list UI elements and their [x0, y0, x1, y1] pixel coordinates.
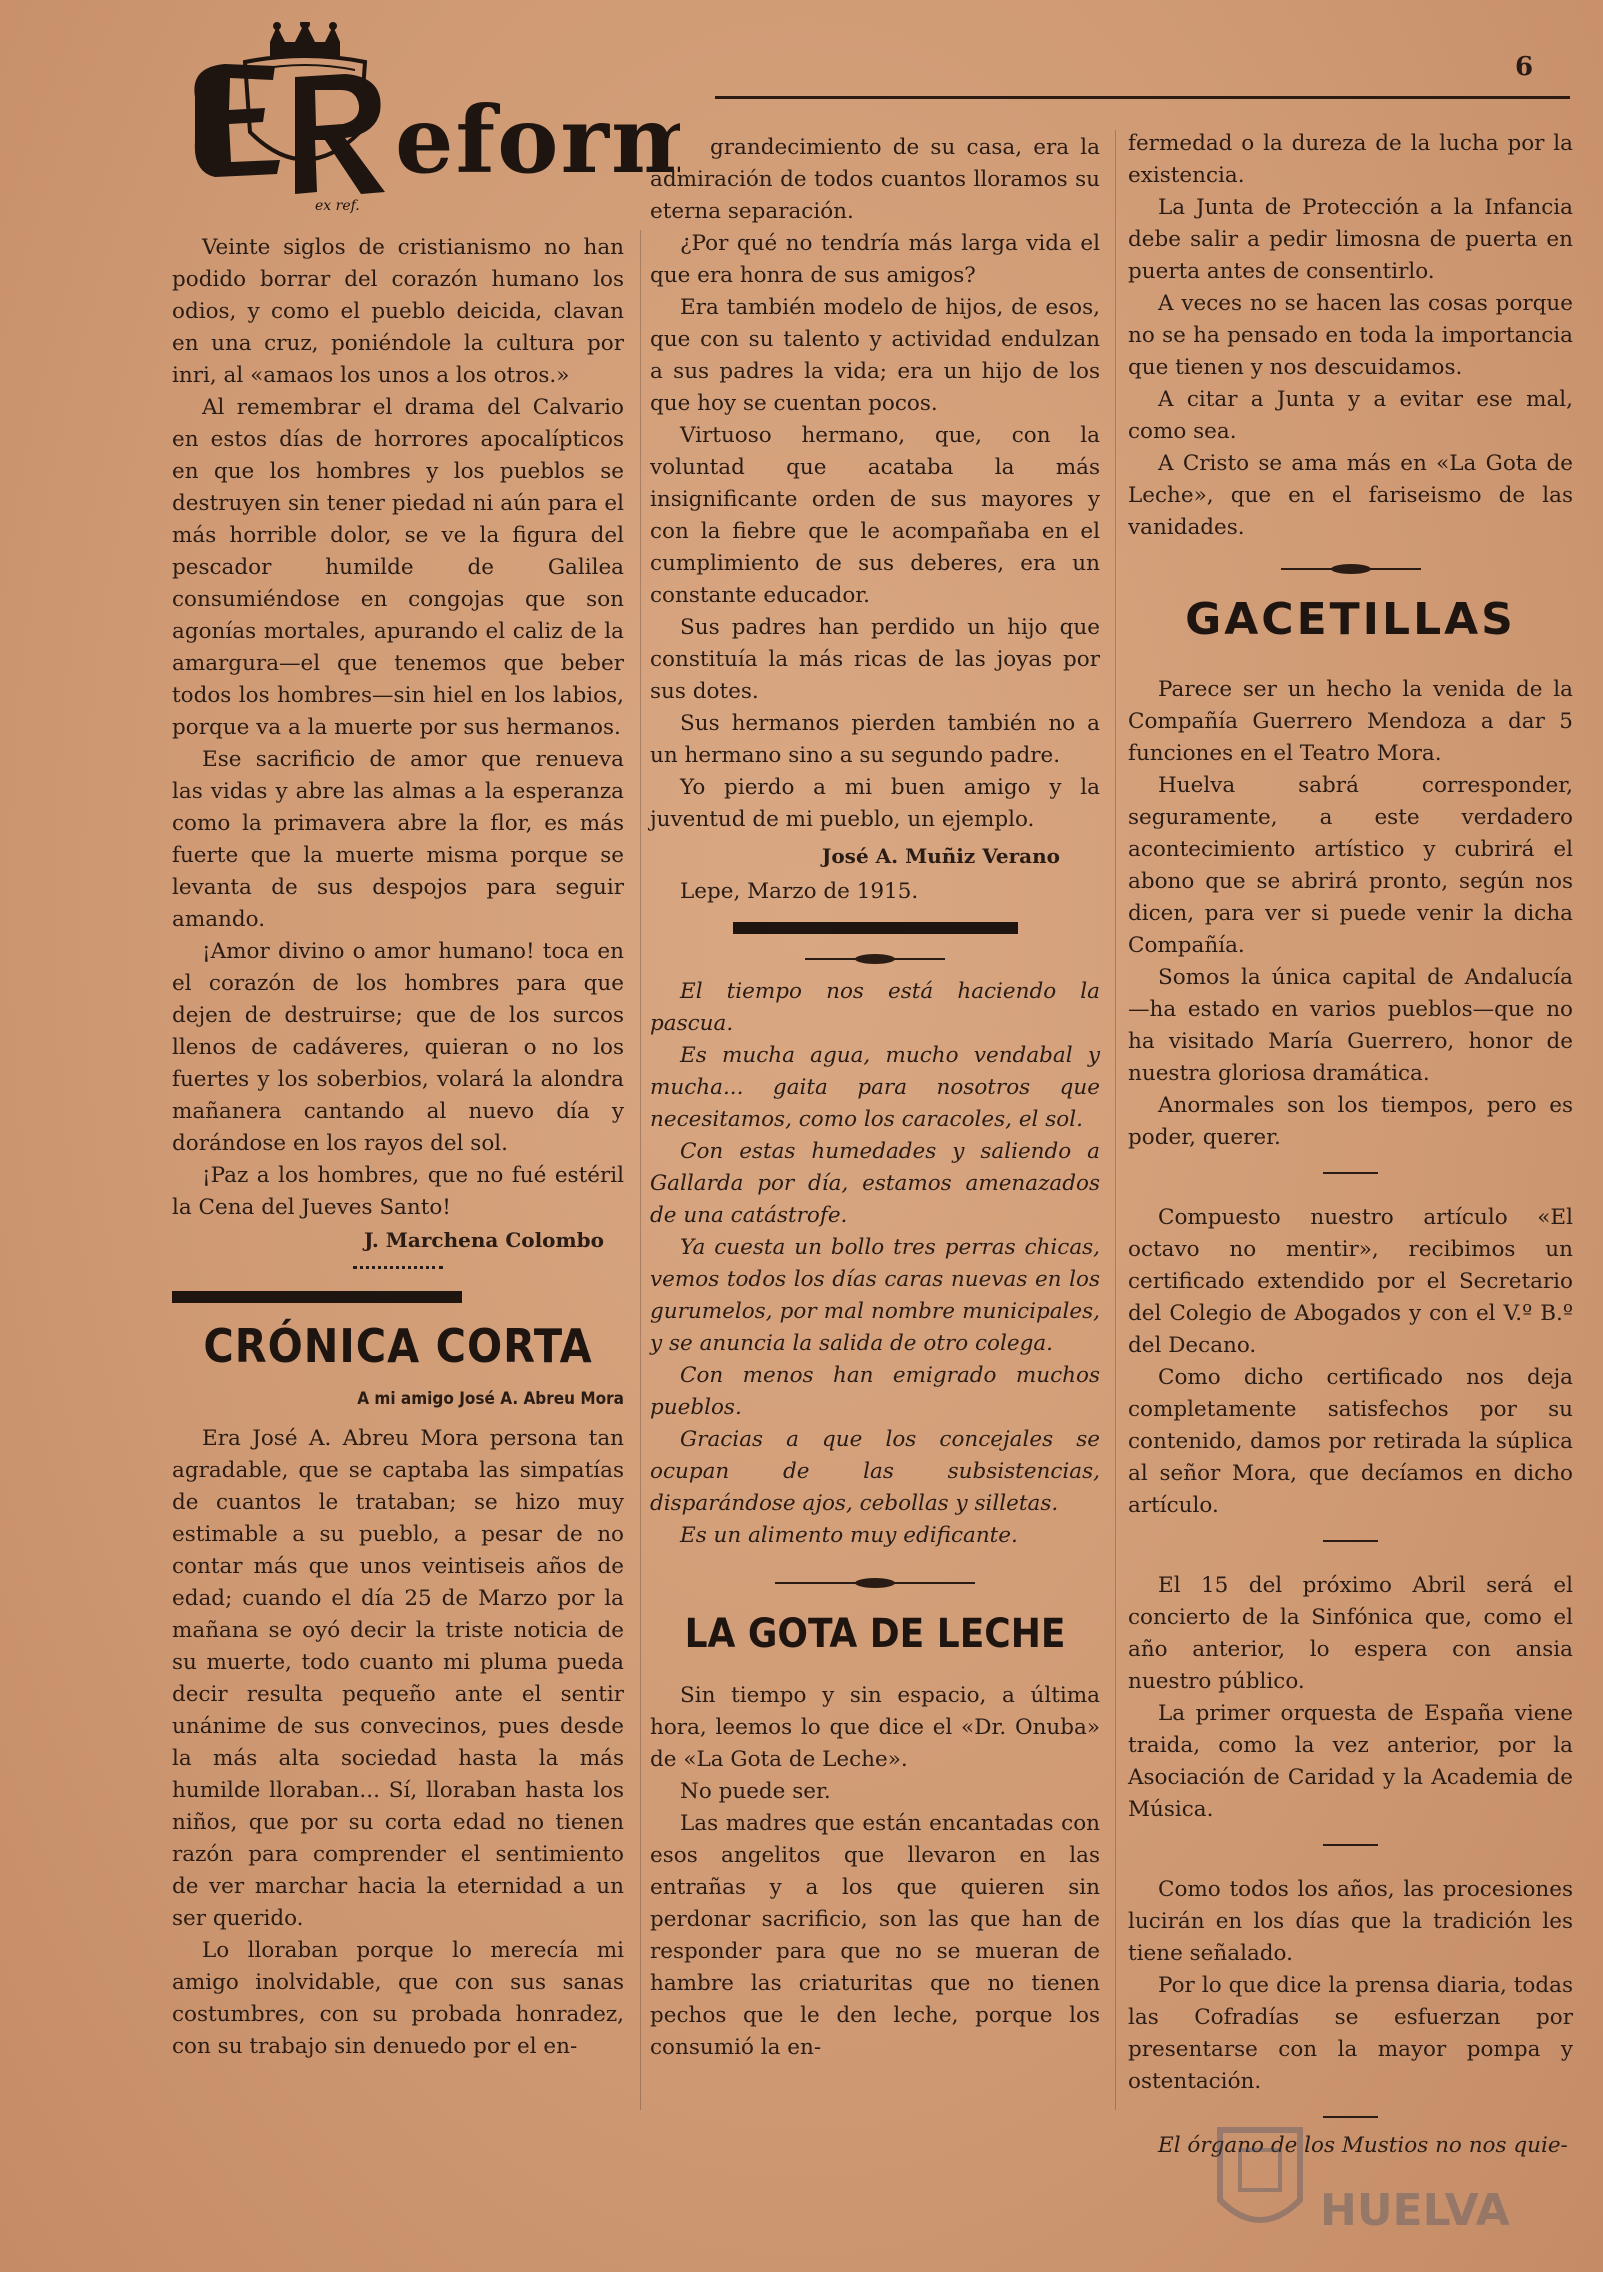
masthead-logo-graphic [185, 22, 680, 217]
paragraph: ¿Por qué no tendría más larga vida el que era honra de sus amigos? [650, 231, 1100, 288]
paragraph: Lo lloraban porque lo merecía mi amigo inolvidable, que con sus sanas costumbres, con su probada honradez, con su trabajo sin denuedo por el en- [172, 1938, 624, 2059]
paragraph: Por lo que dice la prensa diaria, todas las Cofradías se esfuerzan por presentarse con la mayor pompa y ostentación. [1128, 1973, 1573, 2094]
paragraph: Es mucha agua, mucho vendabal y mucha... gaita para nosotros que necesitamos, como los caracoles, el sol. [650, 1043, 1100, 1132]
paragraph: Al remembrar el drama del Calvario en estos días de horrores apocalípticos en que los hombres y los pueblos se destruyen sin tener piedad ni aún para el más horrible dolor, se ve la figura del pescador humilde de Galilea consumiéndose en congojas que son agonías mortales, apurando el caliz de la amargura—el que tenemos que beber todos los hombres—sin hiel en los labios, porque va a la muerte por sus hermanos. [172, 395, 624, 740]
masthead-logo [185, 22, 680, 217]
paragraph: Gracias a que los concejales se ocupan de las subsistencias, disparándose ajos, cebollas y silletas. [650, 1427, 1100, 1516]
ornament-divider [805, 954, 945, 964]
column-rule [640, 230, 641, 2110]
paragraph: A veces no se hacen las cosas porque no se ha pensado en toda la importancia que tienen y nos descuidamos. [1128, 291, 1573, 380]
paragraph: La primer orquesta de España viene traida, como la vez anterior, por la Asociación de Caridad y la Academia de Música. [1128, 1701, 1573, 1822]
paragraph: Sin tiempo y sin espacio, a última hora, leemos lo que dice el «Dr. Onuba» de «La Gota de Leche». [650, 1683, 1100, 1772]
divider [1323, 1540, 1378, 1542]
column-rule [1115, 130, 1116, 2110]
column-2 [650, 132, 1100, 2064]
paragraph: fermedad o la dureza de la lucha por la existencia. [1128, 131, 1573, 188]
watermark-text: HUELVA [1320, 2185, 1510, 2236]
paragraph: ¡Paz a los hombres, que no fué estéril la Cena del Jueves Santo! [172, 1163, 624, 1220]
paragraph: El tiempo nos está haciendo la pascua. [650, 979, 1100, 1036]
column-3 [1128, 128, 1573, 2162]
paragraph: Ya cuesta un bollo tres perras chicas, vemos todos los días caras nuevas en los gurumelos, por mal nombre municipales, y se anuncia la salida de otro colega. [650, 1235, 1100, 1356]
section-title: GACETILLAS [1185, 594, 1516, 645]
dedication: A mi amigo José A. Abreu Mora [357, 1389, 624, 1409]
paragraph: Con menos han emigrado muchos pueblos. [650, 1363, 1100, 1420]
paragraph: Ese sacrificio de amor que renueva las vidas y abre las almas a la esperanza como la primavera abre la flor, es más fuerte que la muerte misma porque se levanta de sus despojos para seguir amando. [172, 747, 624, 932]
shield-icon [1200, 2120, 1530, 2250]
section-title: LA GOTA DE LECHE [684, 1611, 1066, 1657]
article-signature: J. Marchena Colombo [363, 1228, 604, 1252]
archive-watermark [1200, 2120, 1530, 2250]
column-1 [172, 232, 624, 2063]
section-bar [172, 1291, 462, 1303]
paragraph: A citar a Junta y a evitar ese mal, como sea. [1128, 387, 1573, 444]
divider [353, 1266, 443, 1269]
paragraph: Era José A. Abreu Mora persona tan agradable, que se captaba las simpatías de cuantos le trataban; se hizo muy estimable a su pueblo, a pesar de no contar más que unos veintiseis años de edad; cuando el día 25 de Marzo por la mañana se oyó decir la triste noticia de su muerte, todo cuanto mi pluma pueda decir resulta pequeño ante el sentir unánime de sus convecinos, pues desde la más alta sociedad hasta la más humilde lloraban... Sí, lloraban hasta los niños, que por su corta edad no tienen razón para comprender el sentimiento de ver marchar hacia la eternidad a un ser querido. [172, 1426, 624, 1931]
paragraph: Virtuoso hermano, que, con la voluntad que acataba la más insignificante orden de sus mayores y con la fiebre que le acompañaba en el cumplimiento de sus deberes, era un constante educador. [650, 423, 1100, 608]
paragraph: Huelva sabrá corresponder, seguramente, a este verdadero acontecimiento artístico y cubrirá el abono que se abrirá pronto, según nos dicen, para ver si puede venir la dicha Compañía. [1128, 773, 1573, 958]
page-number: 6 [1515, 52, 1534, 82]
divider [1323, 2116, 1378, 2118]
ornament-divider [1281, 564, 1421, 574]
place-date: Lepe, Marzo de 1915. [680, 879, 919, 904]
paragraph: Como dicho certificado nos deja completamente satisfechos por su contenido, damos por retirada la súplica al señor Mora, que decíamos en dicho artículo. [1128, 1365, 1573, 1518]
paragraph: El 15 del próximo Abril será el concierto de la Sinfónica que, como el año anterior, lo espera con ansia nuestro público. [1128, 1573, 1573, 1694]
ornament-divider [775, 1578, 975, 1588]
paragraph: El órgano de los Mustios no nos quie- [1158, 2133, 1568, 2158]
paragraph: Como todos los años, las procesiones lucirán en los días que la tradición les tiene señalado. [1128, 1877, 1573, 1966]
header-rule [715, 96, 1570, 99]
paragraph: Parece ser un hecho la venida de la Compañía Guerrero Mendoza a dar 5 funciones en el Teatro Mora. [1128, 677, 1573, 766]
paragraph: Compuesto nuestro artículo «El octavo no mentir», recibimos un certificado extendido por el Secretario del Colegio de Abogados y con el V.º B.º del Decano. [1128, 1205, 1573, 1358]
paragraph: A Cristo se ama más en «La Gota de Leche», que en el fariseismo de las vanidades. [1128, 451, 1573, 540]
paragraph: ¡Amor divino o amor humano! toca en el corazón de los hombres para que dejen de destruirse; que de los surcos llenos de cadáveres, quieran o no los fuertes y los soberbios, volará la alondra mañanera cantando al nuevo día y dorándose en los rayos del sol. [172, 939, 624, 1156]
paragraph: Era también modelo de hijos, de esos, que con su talento y actividad endulzan a sus padres la vida; era un hijo de los que hoy se cuentan pocos. [650, 295, 1100, 416]
article-italic [650, 976, 1100, 1552]
paragraph: Anormales son los tiempos, pero es poder, querer. [1128, 1093, 1573, 1150]
paragraph: No puede ser. [680, 1779, 831, 1804]
svg-text:ex ref.: ex ref. [315, 198, 360, 214]
paragraph: Yo pierdo a mi buen amigo y la juventud de mi pueblo, un ejemplo. [650, 775, 1100, 832]
paragraph: grandecimiento de su casa, era la admiración de todos cuantos lloramos su eterna separación. [650, 135, 1100, 224]
divider [1323, 1844, 1378, 1846]
paragraph: La Junta de Protección a la Infancia debe salir a pedir limosna de puerta en puerta antes de consentirlo. [1128, 195, 1573, 284]
paragraph: Es un alimento muy edificante. [680, 1523, 1018, 1548]
article-signature: José A. Muñiz Verano [821, 844, 1060, 868]
paragraph: Con estas humedades y saliendo a Gallarda por día, estamos amenazados de una catástrofe. [650, 1139, 1100, 1228]
paragraph: Sus hermanos pierden también no a un hermano sino a su segundo padre. [650, 711, 1100, 768]
paragraph: Veinte siglos de cristianismo no han podido borrar del corazón humano los odios, y como el pueblo deicida, clavan en una cruz, poniéndole la cultura por inri, al «amaos los unos a los otros.» [172, 235, 624, 388]
section-bar [733, 922, 1018, 934]
paragraph: Somos la única capital de Andalucía —ha estado en varios pueblos—que no ha visitado María Guerrero, honor de nuestra gloriosa dramática. [1128, 965, 1573, 1086]
paragraph: Las madres que están encantadas con esos angelitos que llevaron en las entrañas y a los que quieren sin perdonar sacrificio, son las que han de responder para que no se mueran de hambre las criaturitas que no tienen pechos que le den leche, porque los consumió la en- [650, 1811, 1100, 2060]
paragraph: Sus padres han perdido un hijo que constituía la más ricas de las joyas por sus dotes. [650, 615, 1100, 704]
section-title: CRÓNICA CORTA [203, 1319, 593, 1373]
svg-text:eformista: eform [395, 86, 680, 194]
divider [1323, 1172, 1378, 1174]
